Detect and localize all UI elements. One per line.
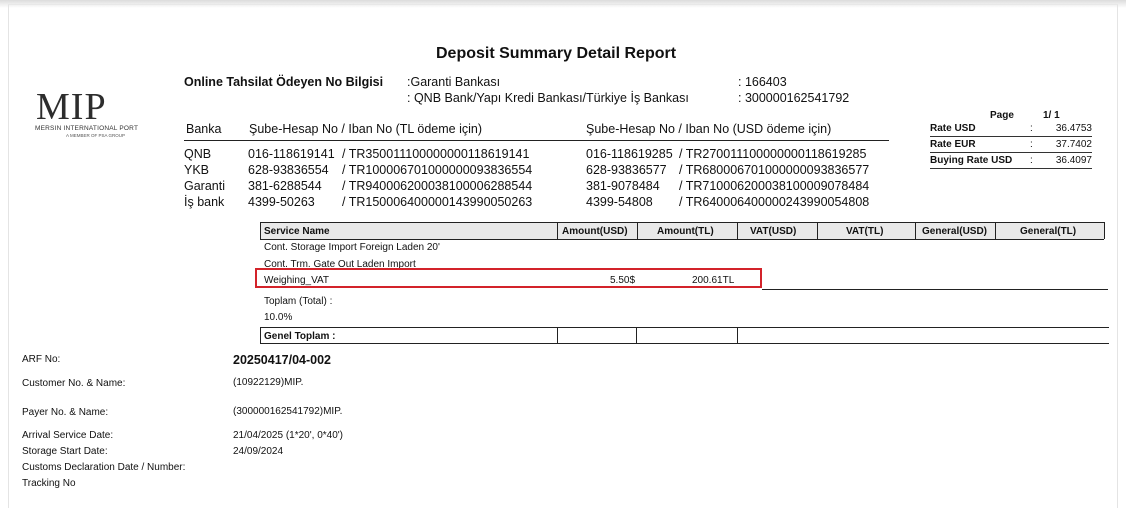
col-general-tl: General(TL) xyxy=(1020,226,1077,237)
tl-iban: / TR940006200038100006288544 xyxy=(342,179,533,193)
usd-iban: / TR640006400000243990054808 xyxy=(679,195,870,209)
tl-account: 4399-50263 xyxy=(248,195,315,209)
bank-header: Banka xyxy=(186,122,222,136)
rate-colon: : xyxy=(1030,123,1033,134)
usd-account: 4399-54808 xyxy=(586,195,653,209)
col-divider xyxy=(1104,222,1105,239)
col-divider xyxy=(817,222,818,239)
online-payment-label: Online Tahsilat Ödeyen No Bilgisi xyxy=(184,75,384,89)
rate-value: 36.4753 xyxy=(1055,123,1092,134)
tl-account: 016-118619141 xyxy=(248,147,335,161)
company-logo xyxy=(35,86,139,146)
customer-value: (10922129)MIP. xyxy=(233,377,304,388)
col-divider xyxy=(260,327,261,343)
col-general-usd: General(USD) xyxy=(922,226,988,237)
usd-iban: / TR270011100000000118619285 xyxy=(679,147,867,161)
highlight-box xyxy=(255,268,762,288)
rate-label: Buying Rate USD xyxy=(930,155,1013,166)
page-border xyxy=(8,4,1118,508)
tl-iban: / TR150006400000143990050263 xyxy=(342,195,533,209)
report-title: Deposit Summary Detail Report xyxy=(436,45,677,62)
rate-label: Rate EUR xyxy=(930,139,976,150)
rate-value: 36.4097 xyxy=(1055,155,1092,166)
tl-account-header: Şube-Hesap No / Iban No (TL ödeme için) xyxy=(249,122,482,136)
arf-value: 20250417/04-002 xyxy=(233,353,332,367)
vat-rate: 10.0% xyxy=(264,312,293,323)
col-divider xyxy=(557,327,558,343)
online-payment-bank-1: :Garanti Bankası xyxy=(407,75,501,89)
col-vat-tl: VAT(TL) xyxy=(846,226,884,237)
buying-rate-usd-row xyxy=(930,154,1092,169)
arrival-date-label: Arrival Service Date: xyxy=(22,430,114,441)
col-divider xyxy=(557,222,558,239)
col-divider xyxy=(915,222,916,239)
bank-name: İş bank xyxy=(184,195,225,209)
usd-account: 016-118619285 xyxy=(586,147,673,161)
grand-total-label: Genel Toplam : xyxy=(264,331,336,342)
logo-letters: MIP xyxy=(36,86,107,128)
col-divider xyxy=(737,327,738,343)
usd-account: 381-9078484 xyxy=(586,179,660,193)
arrival-date-value: 21/04/2025 (1*20', 0*40') xyxy=(233,430,344,441)
page-number: 1/ 1 xyxy=(1043,110,1060,121)
usd-account-header: Şube-Hesap No / Iban No (USD ödeme için) xyxy=(586,122,832,136)
rate-colon: : xyxy=(1030,139,1033,150)
usd-account: 628-93836577 xyxy=(586,163,667,177)
tl-account: 628-93836554 xyxy=(248,163,329,177)
col-amount-tl: Amount(TL) xyxy=(657,226,714,237)
col-divider xyxy=(737,222,738,239)
rate-eur-row xyxy=(930,138,1092,153)
storage-date-label: Storage Start Date: xyxy=(22,446,108,457)
customs-label: Customs Declaration Date / Number: xyxy=(22,462,186,473)
col-service-name: Service Name xyxy=(264,226,330,237)
grand-total-top-rule xyxy=(260,327,1109,328)
arf-label: ARF No: xyxy=(22,354,61,365)
col-divider xyxy=(637,222,638,239)
row-rule xyxy=(762,289,1108,290)
bank-header-rule xyxy=(184,140,889,141)
rate-usd-row xyxy=(930,122,1092,137)
payer-label: Payer No. & Name: xyxy=(22,407,109,418)
tl-iban: / TR100006701000000093836554 xyxy=(342,163,533,177)
usd-iban: / TR710006200038100009078484 xyxy=(679,179,870,193)
bank-name: QNB xyxy=(184,147,212,161)
online-payment-bank-2: : QNB Bank/Yapı Kredi Bankası/Türkiye İş Bankası xyxy=(407,91,689,105)
storage-date-value: 24/09/2024 xyxy=(233,446,284,457)
service-row-amount-tl: 200.61TL xyxy=(692,275,735,286)
logo-group-line: A MEMBER OF PSA GROUP xyxy=(66,133,126,138)
rate-colon: : xyxy=(1030,155,1033,166)
rate-value: 37.7402 xyxy=(1055,139,1092,150)
col-divider xyxy=(260,222,261,239)
tl-account: 381-6288544 xyxy=(248,179,322,193)
col-divider xyxy=(636,327,637,343)
usd-iban: / TR680006701000000093836577 xyxy=(679,163,870,177)
service-row-name: Weighing_VAT xyxy=(264,275,330,286)
col-vat-usd: VAT(USD) xyxy=(750,226,797,237)
payer-value: (300000162541792)MIP. xyxy=(233,406,343,417)
rate-label: Rate USD xyxy=(930,123,976,134)
service-row-name: Cont. Storage Import Foreign Laden 20' xyxy=(264,242,440,253)
online-payment-number-2: : 300000162541792 xyxy=(738,91,850,105)
service-table-header xyxy=(260,222,1104,240)
service-row-name: Cont. Trm. Gate Out Laden Import xyxy=(264,259,416,270)
tl-iban: / TR350011100000000118619141 xyxy=(342,147,530,161)
col-divider xyxy=(995,222,996,239)
tracking-label: Tracking No xyxy=(22,478,76,489)
page-label: Page xyxy=(990,110,1014,121)
online-payment-number-1: : 166403 xyxy=(738,75,787,89)
total-label: Toplam (Total) : xyxy=(264,296,333,307)
service-row-amount-usd: 5.50$ xyxy=(610,275,636,286)
bank-name: Garanti xyxy=(184,179,225,193)
grand-total-bottom-rule xyxy=(260,343,1109,344)
logo-company-name: MERSIN INTERNATIONAL PORT xyxy=(35,125,139,132)
col-amount-usd: Amount(USD) xyxy=(562,226,628,237)
bank-name: YKB xyxy=(184,163,210,177)
customer-label: Customer No. & Name: xyxy=(22,378,126,389)
